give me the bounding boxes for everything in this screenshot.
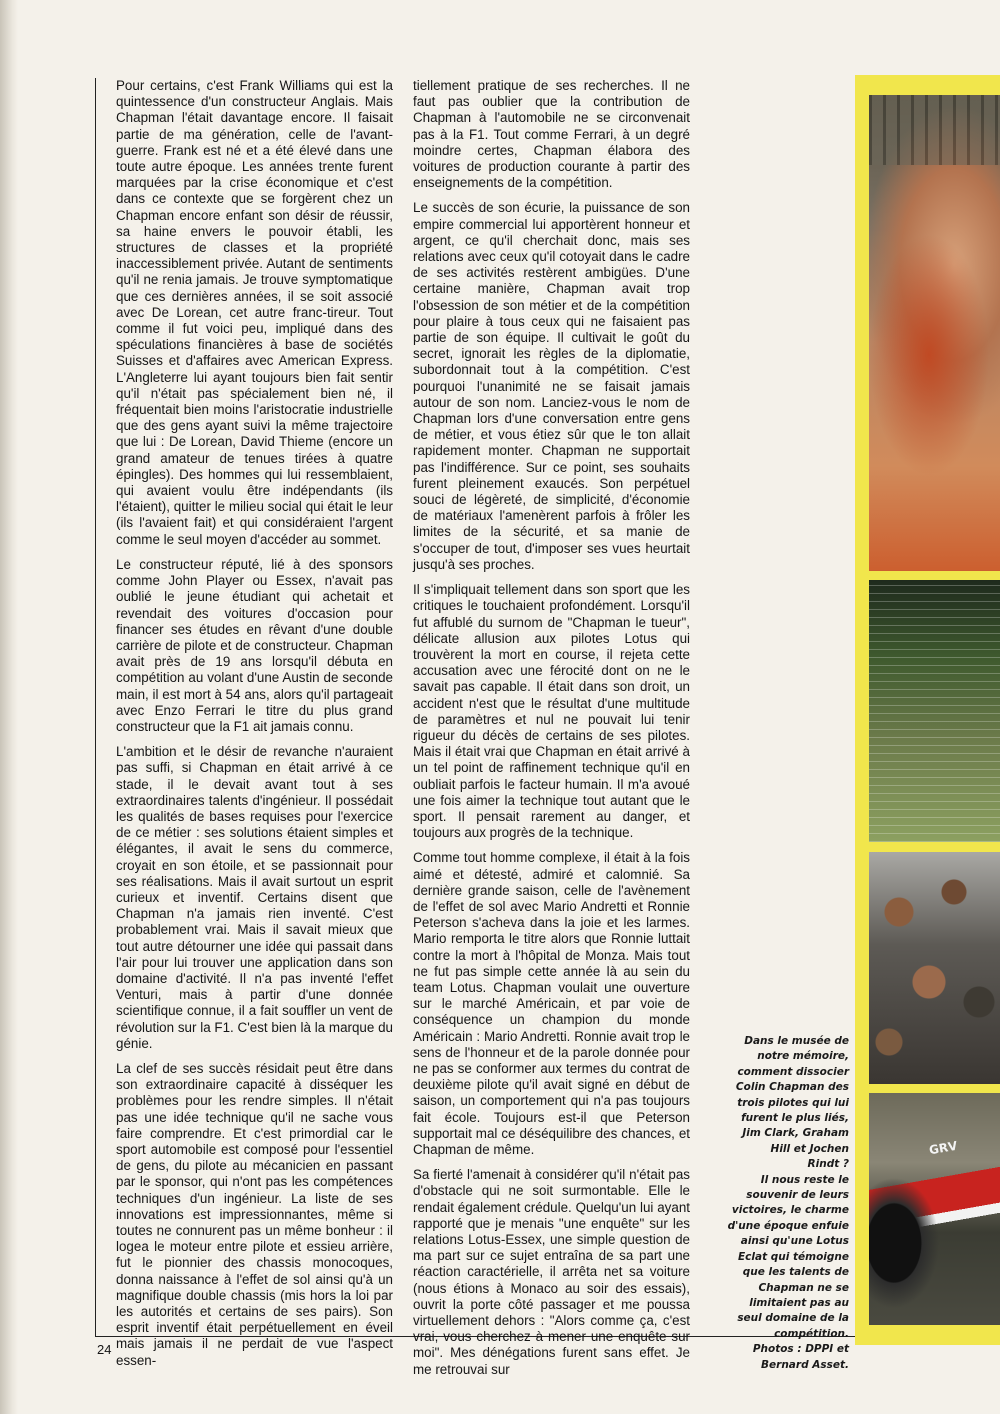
caption-line: Jim Clark, Graham [742, 1127, 849, 1140]
caption-line: Chapman ne se [758, 1281, 849, 1294]
caption-line: d'une époque enfuie [727, 1219, 849, 1232]
caption-line: comment dissocier [737, 1065, 849, 1078]
car-sponsor-text: GRV [928, 1138, 959, 1158]
caption-line: Rindt ? [807, 1158, 849, 1171]
paragraph: L'ambition et le désir de revanche n'auraient pas suffi, si Chapman en était arrivé à ce stade, il le devait avant tout à ses extraordinaires talents d'ingénieur. Il possédait les qualités de bases requises pour l'exercice de ce métier : ses solutions étaient simples et élégantes, il avait le sens du commerce, croyait en son étoile, et se passionnait pour ses réalisations. Mais il avait surtout un esprit curieux et inventif. Certains disent que Chapman n'a jamais rien inventé. C'est probablement vrai. Mais il savait mieux que tout autre détourner une idée qui passait dans l'air pour lui trouver une application dans son domaine d'activité. Il n'a pas inventé l'effet Venturi, mais à partir d'une donnée scientifique connue, il a fait souffler un vent de révolution sur la F1. C'est bien là la marque du génie. [116, 744, 393, 1051]
photo-caption [705, 1034, 849, 1373]
caption-line: trois pilotes qui lui [737, 1096, 849, 1109]
paragraph: tiellement pratique de ses recherches. Il ne faut pas oublier que la contribution de Chapman à l'automobile ne se circonvenait pas à la F1. Tout comme Ferrari, à un degré moindre certes, Chapman élabora des voitures de production courante à partir des enseignements de la compétition. [413, 78, 690, 191]
paragraph: Le succès de son écurie, la puissance de son empire commercial lui apportèrent honneur et argent, ce qu'il cherchait donc, mais ses relations avec ceux qu'il cotoyait dans le cadre de ses activités restèrent ambigües. D'une certaine manière, Chapman avait trop l'obsession de son métier et de la compétition pour plaire à tous ceux qui ne faisaient pas partie de son équipe. Il cultivait le goût du secret, ignorait les règles de la diplomatie, subordonnait tout à la compétition. C'est pourquoi l'unanimité ne se faisait jamais autour de son nom. Lanciez-vous le nom de Chapman lors d'une conversation entre gens de métier, et vous étiez sûr que le ton allait rapidement monter. Chapman ne supportait pas l'indifférence. Sur ce point, ses souhaits furent pleinement exaucés. Son perpétuel souci de légèreté, de simplicité, d'économie de matériaux l'amenèrent parfois à frôler les limites de la sécurité, et sa manie de s'occuper de tout, d'imposer ses vues heurtait jusqu'à ses proches. [413, 200, 690, 572]
page-number: 24 [97, 1342, 112, 1357]
caption-line: ainsi qu'une Lotus [740, 1235, 849, 1248]
caption-line: Hill et Jochen [770, 1142, 849, 1155]
article-column-1 [116, 78, 393, 1368]
paragraph: Pour certains, c'est Frank Williams qui est la quintessence d'un constructeur Anglais. Mais Chapman l'était davantage encore. Il faisait partie de ma génération, celle de l'avant-guerre. Frank est né et a été élevé dans une toute autre époque. Les années trente furent marquées par la crise économique et c'est dans ce contexte que se forgèrent chez un Chapman encore enfant son désir de réussir, sa haine envers le pouvoir établi, les structures de classes et la propriété inaccessiblement privée. Autant de sentiments qu'il ne renia jamais. Je trouve symptomatique que ces dernières années, il se soit associé avec De Lorean, cet autre franc-tireur. Tout comme il fut voici peu, impliqué dans des spéculations financières à base de sociétés Suisses et d'affaires avec American Express. L'Angleterre lui ayant toujours bien fait sentir qu'il n'était pas spécialement bien né, il fréquentait bien moins l'aristocratie industrielle que des gens ayant suivi la même trajectoire que lui : De Lorean, David Thieme (encore un grand amateur de tenues tirées à quatre épingles). Des hommes qui lui ressemblaient, qui avaient voulu être indépendants (ils l'étaient), quitter le milieu social qui était le leur (ils l'avaient fait) et qui considéraient l'argent comme le seul moyen d'accéder au sommet. [116, 78, 393, 547]
caption-line: notre mémoire, [757, 1050, 849, 1063]
article-column-2 [413, 78, 690, 1377]
photo-lotus-car [869, 1093, 1000, 1325]
photo-clark-lawn [869, 580, 1000, 842]
caption-line: Colin Chapman des [735, 1081, 849, 1094]
caption-line: Dans le musée de [744, 1035, 849, 1047]
caption-line: souvenir de leurs [746, 1189, 849, 1202]
left-rule [95, 78, 96, 1336]
caption-line: Photos : DPPI et [752, 1343, 849, 1356]
caption-line: furent le plus liés, [741, 1112, 849, 1125]
paragraph: La clef de ses succès résidait peut être dans son extraordinaire capacité à disséquer les problèmes pour les rendre simples. Il n'était pas une idée technique qu'il ne sache vous faire comprendre. Et c'est primordial car le sport automobile est composé pour l'essentiel de gens, du pilote au mécanicien en passant par le sponsor, qui n'ont pas les compétences techniques d'un ingénieur. La liste de ses innovations est impressionnantes, même si toutes ne connurent pas un même bonheur : il logea le moteur entre pilote et essieu arrière, fut le pionnier des chassis monocoques, donna naissance à l'effet de sol ainsi qu'à un magnifique double chassis (mis hors la loi par les autorités et certains de ses pairs). Son esprit inventif était perpétuellement en éveil mais jamais il ne perdait de vue l'aspect essen- [116, 1060, 393, 1368]
caption-line: compétition. [774, 1327, 849, 1340]
photo-chapman-portrait [869, 95, 1000, 571]
paragraph: Sa fierté l'amenait à considérer qu'il n'était pas d'obstacle qui ne soit surmontable. Elle le rendait également crédule. Quelqu'un lui ayant rapporté que je menais "une enquête" sur les relations Lotus-Essex, une simple question de ma part sur ce sujet entraîna de sa part une réaction caractérielle, il arrêta net sa voiture (nous étions à Monaco au soir des essais), ouvrit la porte côté passager et me poussa virtuellement dehors : "Alors comme ça, c'est vrai, vous cherchez à mener une enquête sur moi". Mes dénégations furent sans effet. Je me retrouvai sur [413, 1167, 690, 1377]
paragraph: Le constructeur réputé, lié à des sponsors comme John Player ou Essex, n'avait pas oublié le jeune étudiant qui achetait et revendait des voitures d'occasion pour financer ses études en rêvant d'une double carrière de pilote et de constructeur. Chapman avait près de 19 ans lorsqu'il débuta en compétition au volant d'une Austin de seconde main, il est mort à 54 ans, alors qu'il partageait avec Enzo Ferrari le titre du plus grand constructeur que la F1 ait jamais connu. [116, 556, 393, 734]
caption-line: que les talents de [742, 1266, 849, 1279]
caption-line: Eclat qui témoigne [737, 1250, 849, 1263]
paragraph: Comme tout homme complexe, il était à la fois aimé et détesté, admiré et calomnié. Sa dernière grande saison, celle de l'avènement de l'effet de sol avec Mario Andretti et Ronnie Peterson s'acheva dans la joie et les larmes. Mario remporta le titre alors que Ronnie luttait contre la mort à l'hôpital de Monza. Mais tout ne fut pas simple cette année là au sein du team Lotus. Chapman voulait une ouverture sur le marché Américain, et par voie de conséquence un champion du monde Américain : Mario Andretti. Ronnie avait trop le sens de l'honneur et de la parole donnée pour ne pas se conformer aux termes du contrat de deuxième pilote qu'il avait signé en début de saison, un comportement qui n'a pas toujours fait école. Toujours est-il que Peterson supportait mal ce déséquilibre des chances, et Chapman de même. [413, 850, 690, 1157]
caption-line: Bernard Asset. [761, 1358, 849, 1371]
caption-line: Il nous reste le [760, 1173, 849, 1186]
photo-pit-crowd [869, 852, 1000, 1084]
photo-strip [855, 75, 1000, 1345]
paragraph: Il s'impliquait tellement dans son sport que les critiques le touchaient profondément. Lorsqu'il fut affublé du surnom de "Chapman le tueur", délicate allusion aux pilotes Lotus qui trouvèrent la mort en course, il rejeta cette accusation avec une férocité dont on ne le savait pas capable. Il était dans son droit, un accident n'est que le résultat d'une multitude de paramètres et nul ne pouvait lui tenir rigueur du décès de certains de ses pilotes. Mais il était vrai que Chapman en était arrivé à un tel point de raffinement technique qu'il en oubliait parfois le facteur humain. Il m'a avoué une fois aimer la technique tout autant que le sport. Il pensait rarement au danger, et toujours aux progrès de la technique. [413, 582, 690, 841]
page-binding-shadow [0, 0, 18, 1414]
caption-line: limitaient pas au [749, 1296, 849, 1309]
caption-line: victoires, le charme [731, 1204, 849, 1217]
caption-line: seul domaine de la [737, 1312, 849, 1325]
